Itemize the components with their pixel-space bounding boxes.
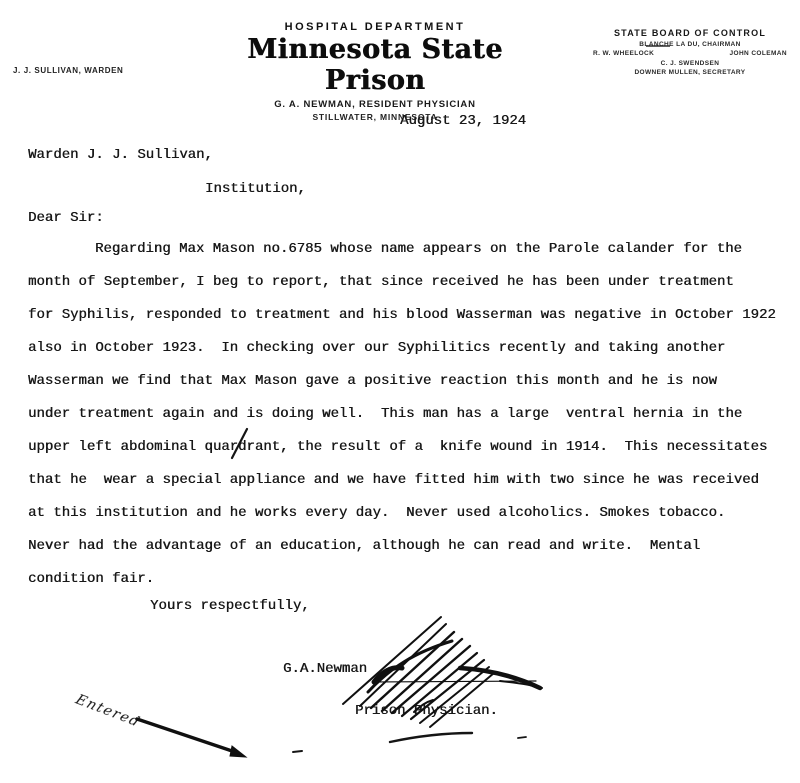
body-line: under treatment again and is doing well. This man has a large ventral hernia in the bbox=[28, 406, 743, 422]
letterhead-location-line: STILLWATER, MINNESOTA bbox=[312, 112, 438, 122]
board-member-left: R. W. WHEELOCK bbox=[593, 50, 655, 57]
entered-arrow-line bbox=[137, 719, 246, 757]
signature-underline-mark bbox=[293, 733, 526, 752]
body-line: at this institution and he works every day. Never used alcoholics. Smokes tobacco. bbox=[28, 505, 726, 521]
signature-typed-name: G.A.Newman bbox=[283, 661, 368, 677]
body-line: upper left abdominal quardrant, the result of a knife wound in 1914. This necessitates bbox=[28, 439, 768, 455]
letter-date: August 23, 1924 bbox=[400, 113, 527, 129]
body-line: Regarding Max Mason no.6785 whose name appears on the Parole calander for the bbox=[95, 241, 742, 257]
board-chairman: BLANCHE LA DU, CHAIRMAN bbox=[639, 40, 741, 48]
body-line: also in October 1923. In checking over our Syphilitics recently and taking another bbox=[28, 340, 726, 356]
body-line: that he wear a special appliance and we have fitted him with two since he was received bbox=[28, 472, 759, 488]
letterhead-board-block bbox=[585, 28, 795, 76]
board-member-right: JOHN COLEMAN bbox=[729, 50, 787, 57]
body-line: for Syphilis, responded to treatment and his blood Wasserman was negative in October 1922 bbox=[28, 307, 776, 323]
letterhead-center-block bbox=[200, 21, 550, 122]
letterhead-institution-name: Minnesota State Prison bbox=[247, 34, 503, 96]
board-members-row bbox=[585, 50, 795, 57]
salutation: Dear Sir: bbox=[28, 210, 104, 226]
body-line: Never had the advantage of an education, although he can read and write. Mental bbox=[28, 538, 701, 554]
body-line: condition fair. bbox=[28, 571, 155, 587]
entered-annotation: Entered bbox=[72, 692, 144, 731]
letterhead-physician-line: G. A. NEWMAN, RESIDENT PHYSICIAN bbox=[274, 99, 476, 110]
letterhead-warden-line: J. J. SULLIVAN, WARDEN bbox=[13, 66, 124, 75]
board-title: STATE BOARD OF CONTROL bbox=[613, 28, 767, 38]
board-member-center: C. J. SWENDSEN bbox=[660, 59, 720, 67]
board-secretary: DOWNER MULLEN, SECRETARY bbox=[634, 69, 746, 76]
signature-title: Prison Physician. bbox=[355, 703, 498, 719]
letterhead-department: HOSPITAL DEPARTMENT bbox=[284, 21, 466, 33]
body-line: Wasserman we find that Max Mason gave a positive reaction this month and he is now bbox=[28, 373, 717, 389]
body-line: month of September, I beg to report, that since received he has been under treatment bbox=[28, 274, 734, 290]
recipient-institution-line: Institution, bbox=[205, 181, 306, 197]
valediction: Yours respectfully, bbox=[150, 598, 310, 614]
recipient-name-line: Warden J. J. Sullivan, bbox=[28, 147, 213, 163]
